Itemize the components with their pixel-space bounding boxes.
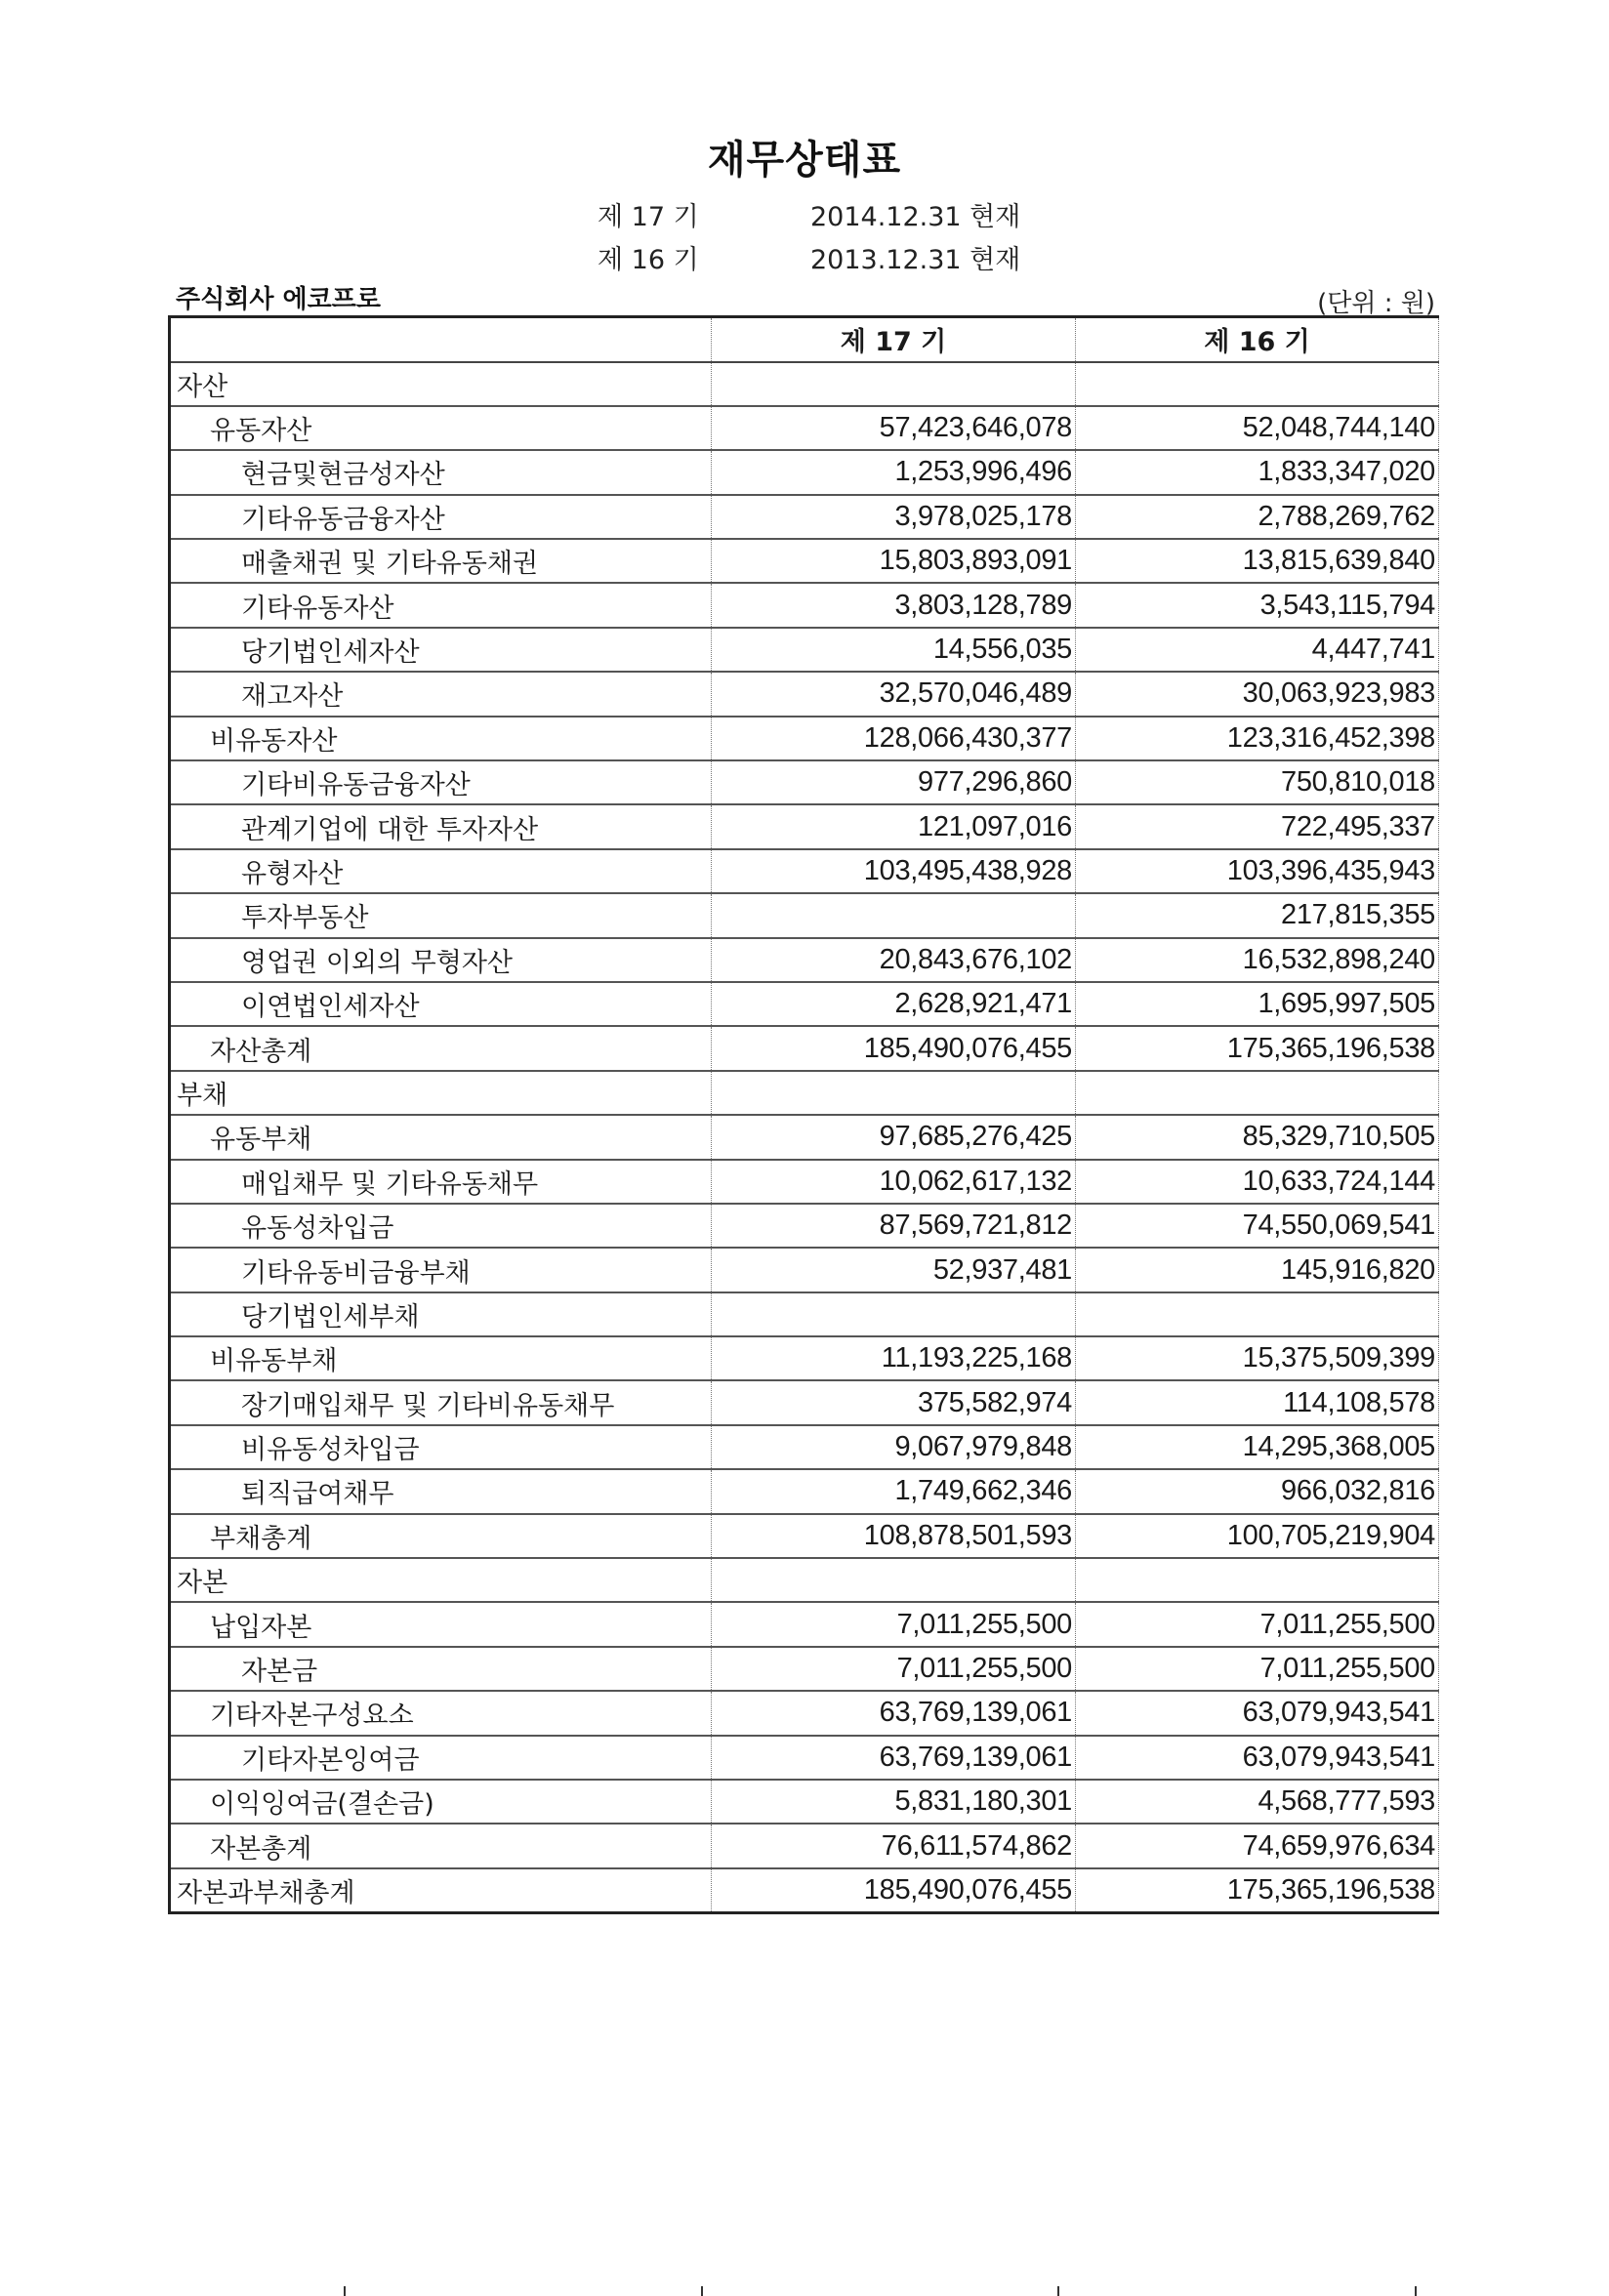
- value-period-17: 185,490,076,455: [712, 1868, 1076, 1912]
- table-header-row: [170, 317, 1439, 362]
- value-period-17: 87,569,721,812: [712, 1204, 1076, 1248]
- value-period-17: 32,570,046,489: [712, 672, 1076, 716]
- account-label: 이연법인세자산: [170, 982, 712, 1026]
- value-period-17: 52,937,481: [712, 1248, 1076, 1292]
- value-period-16: 3,543,115,794: [1076, 583, 1439, 627]
- value-period-17: 7,011,255,500: [712, 1647, 1076, 1691]
- value-period-17: 10,062,617,132: [712, 1160, 1076, 1204]
- table-row: [170, 1336, 1439, 1380]
- account-label: 비유동자산: [170, 717, 712, 760]
- account-label: 부채총계: [170, 1514, 712, 1558]
- value-period-16: 217,815,355: [1076, 893, 1439, 937]
- table-row: [170, 1115, 1439, 1159]
- value-period-16: 74,659,976,634: [1076, 1824, 1439, 1867]
- value-period-16: 13,815,639,840: [1076, 539, 1439, 583]
- account-label: 기타유동비금융부채: [170, 1248, 712, 1292]
- period-date: 2013.12.31 현재: [810, 245, 1021, 275]
- account-label: 매출채권 및 기타유동채권: [170, 539, 712, 583]
- period-date: 2014.12.31 현재: [810, 202, 1021, 232]
- value-period-16: [1076, 1071, 1439, 1115]
- table-row: [170, 1647, 1439, 1691]
- header-period-17: 제 17 기: [712, 317, 1076, 362]
- account-label: 유동자산: [170, 406, 712, 450]
- table-row: [170, 450, 1439, 494]
- value-period-17: 63,769,139,061: [712, 1736, 1076, 1780]
- table-row: [170, 1558, 1439, 1602]
- account-label: 비유동성차입금: [170, 1425, 712, 1469]
- account-label: 자본: [170, 1558, 712, 1602]
- period-label: 제 17 기: [598, 202, 699, 232]
- value-period-17: 20,843,676,102: [712, 938, 1076, 982]
- table-row: [170, 804, 1439, 848]
- value-period-16: 63,079,943,541: [1076, 1691, 1439, 1735]
- account-label: 이익잉여금(결손금): [170, 1780, 712, 1824]
- scan-tick-mark: [701, 2286, 703, 2296]
- table-body: [170, 362, 1439, 1913]
- value-period-17: 11,193,225,168: [712, 1336, 1076, 1380]
- value-period-16: 750,810,018: [1076, 760, 1439, 804]
- value-period-17: 185,490,076,455: [712, 1026, 1076, 1070]
- table-row: [170, 1736, 1439, 1780]
- table-row: [170, 362, 1439, 406]
- account-label: 매입채무 및 기타유동채무: [170, 1160, 712, 1204]
- unit-label: (단위 : 원): [1317, 289, 1435, 318]
- value-period-16: 10,633,724,144: [1076, 1160, 1439, 1204]
- account-label: 현금및현금성자산: [170, 450, 712, 494]
- value-period-16: 103,396,435,943: [1076, 849, 1439, 893]
- account-label: 자본과부채총계: [170, 1868, 712, 1912]
- account-label: 당기법인세자산: [170, 628, 712, 672]
- value-period-16: 7,011,255,500: [1076, 1647, 1439, 1691]
- table-row: [170, 1380, 1439, 1424]
- value-period-16: 966,032,816: [1076, 1469, 1439, 1513]
- value-period-17: [712, 1071, 1076, 1115]
- table-row: [170, 539, 1439, 583]
- table-row: [170, 1469, 1439, 1513]
- account-label: 자산: [170, 362, 712, 406]
- value-period-16: 7,011,255,500: [1076, 1602, 1439, 1646]
- value-period-17: [712, 1558, 1076, 1602]
- table-row: [170, 1691, 1439, 1735]
- account-label: 자본총계: [170, 1824, 712, 1867]
- period-16: [598, 238, 1020, 276]
- table-row: [170, 717, 1439, 760]
- value-period-17: 2,628,921,471: [712, 982, 1076, 1026]
- table-row: [170, 1602, 1439, 1646]
- table-row: [170, 1824, 1439, 1867]
- value-period-17: 63,769,139,061: [712, 1691, 1076, 1735]
- value-period-16: 175,365,196,538: [1076, 1026, 1439, 1070]
- table-row: [170, 1026, 1439, 1070]
- table-row: [170, 1425, 1439, 1469]
- account-label: 기타비유동금융자산: [170, 760, 712, 804]
- table-row: [170, 583, 1439, 627]
- account-label: 비유동부채: [170, 1336, 712, 1380]
- header-account: [170, 317, 712, 362]
- value-period-17: 57,423,646,078: [712, 406, 1076, 450]
- account-label: 유동부채: [170, 1115, 712, 1159]
- value-period-16: 85,329,710,505: [1076, 1115, 1439, 1159]
- table-row: [170, 406, 1439, 450]
- value-period-17: 128,066,430,377: [712, 717, 1076, 760]
- period-label: 제 16 기: [598, 245, 699, 275]
- value-period-16: 30,063,923,983: [1076, 672, 1439, 716]
- scan-tick-mark: [344, 2286, 346, 2296]
- value-period-17: 14,556,035: [712, 628, 1076, 672]
- table-row: [170, 672, 1439, 716]
- account-label: 기타자본구성요소: [170, 1691, 712, 1735]
- value-period-16: 114,108,578: [1076, 1380, 1439, 1424]
- value-period-16: 15,375,509,399: [1076, 1336, 1439, 1380]
- table-row: [170, 1868, 1439, 1912]
- account-label: 부채: [170, 1071, 712, 1115]
- value-period-17: 76,611,574,862: [712, 1824, 1076, 1867]
- value-period-17: [712, 893, 1076, 937]
- value-period-16: 123,316,452,398: [1076, 717, 1439, 760]
- value-period-17: 375,582,974: [712, 1380, 1076, 1424]
- value-period-16: 4,568,777,593: [1076, 1780, 1439, 1824]
- account-label: 자산총계: [170, 1026, 712, 1070]
- value-period-16: 1,833,347,020: [1076, 450, 1439, 494]
- value-period-17: 97,685,276,425: [712, 1115, 1076, 1159]
- value-period-16: 175,365,196,538: [1076, 1868, 1439, 1912]
- table-row: [170, 628, 1439, 672]
- table-row: [170, 1160, 1439, 1204]
- table-row: [170, 1204, 1439, 1248]
- account-label: 관계기업에 대한 투자자산: [170, 804, 712, 848]
- value-period-17: 108,878,501,593: [712, 1514, 1076, 1558]
- account-label: 투자부동산: [170, 893, 712, 937]
- value-period-16: 1,695,997,505: [1076, 982, 1439, 1026]
- table-row: [170, 893, 1439, 937]
- value-period-16: 145,916,820: [1076, 1248, 1439, 1292]
- table-row: [170, 982, 1439, 1026]
- value-period-17: 103,495,438,928: [712, 849, 1076, 893]
- account-label: 영업권 이외의 무형자산: [170, 938, 712, 982]
- value-period-17: 15,803,893,091: [712, 539, 1076, 583]
- header-period-16: 제 16 기: [1076, 317, 1439, 362]
- account-label: 납입자본: [170, 1602, 712, 1646]
- account-label: 기타자본잉여금: [170, 1736, 712, 1780]
- table-row: [170, 1292, 1439, 1336]
- value-period-17: 7,011,255,500: [712, 1602, 1076, 1646]
- company-name: 주식회사 에코프로: [176, 285, 381, 314]
- value-period-17: 121,097,016: [712, 804, 1076, 848]
- account-label: 당기법인세부채: [170, 1292, 712, 1336]
- value-period-16: 16,532,898,240: [1076, 938, 1439, 982]
- value-period-17: 1,749,662,346: [712, 1469, 1076, 1513]
- document-title: 재무상태표: [707, 138, 902, 183]
- period-17: [598, 195, 1020, 233]
- account-label: 퇴직급여채무: [170, 1469, 712, 1513]
- table-row: [170, 1514, 1439, 1558]
- balance-sheet-table: [168, 315, 1439, 1914]
- table-row: [170, 849, 1439, 893]
- value-period-16: 74,550,069,541: [1076, 1204, 1439, 1248]
- account-label: 자본금: [170, 1647, 712, 1691]
- account-label: 유동성차입금: [170, 1204, 712, 1248]
- account-label: 기타유동자산: [170, 583, 712, 627]
- value-period-16: 14,295,368,005: [1076, 1425, 1439, 1469]
- value-period-16: 4,447,741: [1076, 628, 1439, 672]
- table-row: [170, 1780, 1439, 1824]
- scan-tick-mark: [1057, 2286, 1059, 2296]
- value-period-16: 100,705,219,904: [1076, 1514, 1439, 1558]
- table-row: [170, 1071, 1439, 1115]
- table-row: [170, 1248, 1439, 1292]
- value-period-16: 722,495,337: [1076, 804, 1439, 848]
- value-period-17: 977,296,860: [712, 760, 1076, 804]
- value-period-16: [1076, 362, 1439, 406]
- table-row: [170, 760, 1439, 804]
- value-period-17: 3,803,128,789: [712, 583, 1076, 627]
- value-period-16: 52,048,744,140: [1076, 406, 1439, 450]
- scan-tick-mark: [1415, 2286, 1417, 2296]
- value-period-16: 63,079,943,541: [1076, 1736, 1439, 1780]
- account-label: 기타유동금융자산: [170, 495, 712, 539]
- value-period-17: 9,067,979,848: [712, 1425, 1076, 1469]
- value-period-17: [712, 362, 1076, 406]
- value-period-16: 2,788,269,762: [1076, 495, 1439, 539]
- account-label: 유형자산: [170, 849, 712, 893]
- value-period-17: [712, 1292, 1076, 1336]
- table-row: [170, 938, 1439, 982]
- value-period-17: 1,253,996,496: [712, 450, 1076, 494]
- value-period-17: 3,978,025,178: [712, 495, 1076, 539]
- value-period-16: [1076, 1558, 1439, 1602]
- account-label: 장기매입채무 및 기타비유동채무: [170, 1380, 712, 1424]
- table-row: [170, 495, 1439, 539]
- value-period-17: 5,831,180,301: [712, 1780, 1076, 1824]
- account-label: 재고자산: [170, 672, 712, 716]
- value-period-16: [1076, 1292, 1439, 1336]
